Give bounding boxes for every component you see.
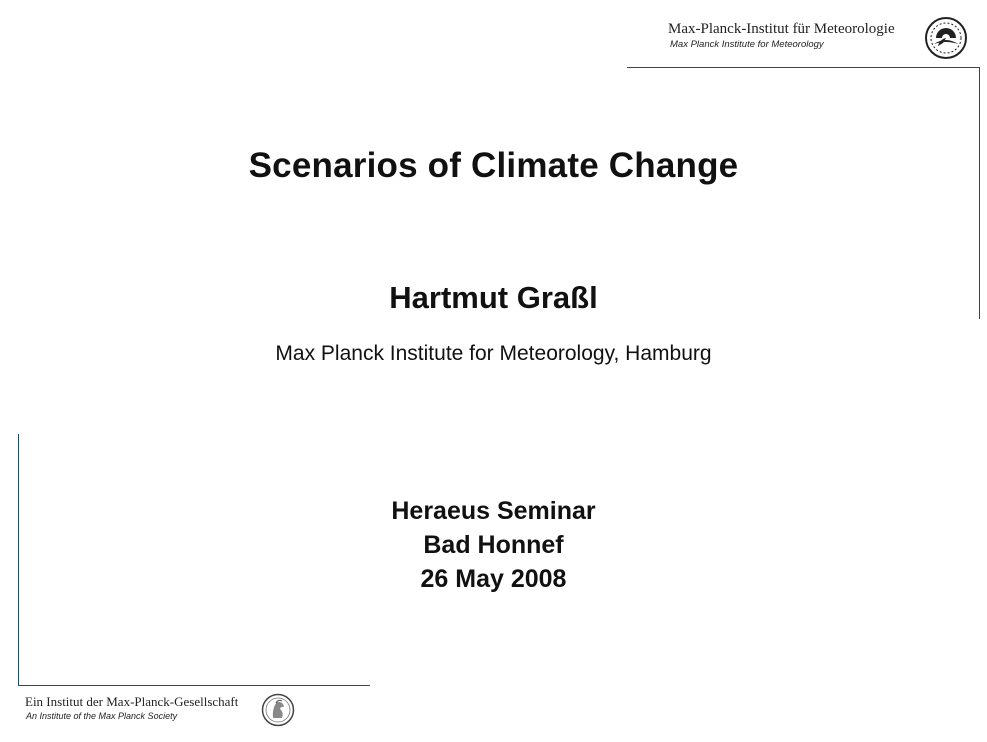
author-affiliation: Max Planck Institute for Meteorology, Hamburg	[275, 342, 712, 365]
mpi-meteorology-logo-icon	[924, 16, 968, 60]
frame-line-top	[627, 67, 980, 68]
frame-line-bottom	[18, 685, 370, 686]
minerva-seal-icon	[261, 693, 295, 727]
society-name-en: An Institute of the Max Planck Society	[26, 711, 178, 721]
slide-title: Scenarios of Climate Change	[248, 146, 739, 185]
society-name-de: Ein Institut der Max-Planck-Gesellschaft	[25, 694, 239, 709]
event-location: Bad Honnef	[423, 531, 564, 559]
event-name: Heraeus Seminar	[391, 497, 596, 525]
author-name: Hartmut Graßl	[389, 280, 598, 315]
institute-name-en: Max Planck Institute for Meteorology	[670, 39, 824, 50]
institute-name-de: Max-Planck-Institut für Meteorologie	[668, 21, 895, 37]
event-date: 26 May 2008	[420, 565, 567, 593]
